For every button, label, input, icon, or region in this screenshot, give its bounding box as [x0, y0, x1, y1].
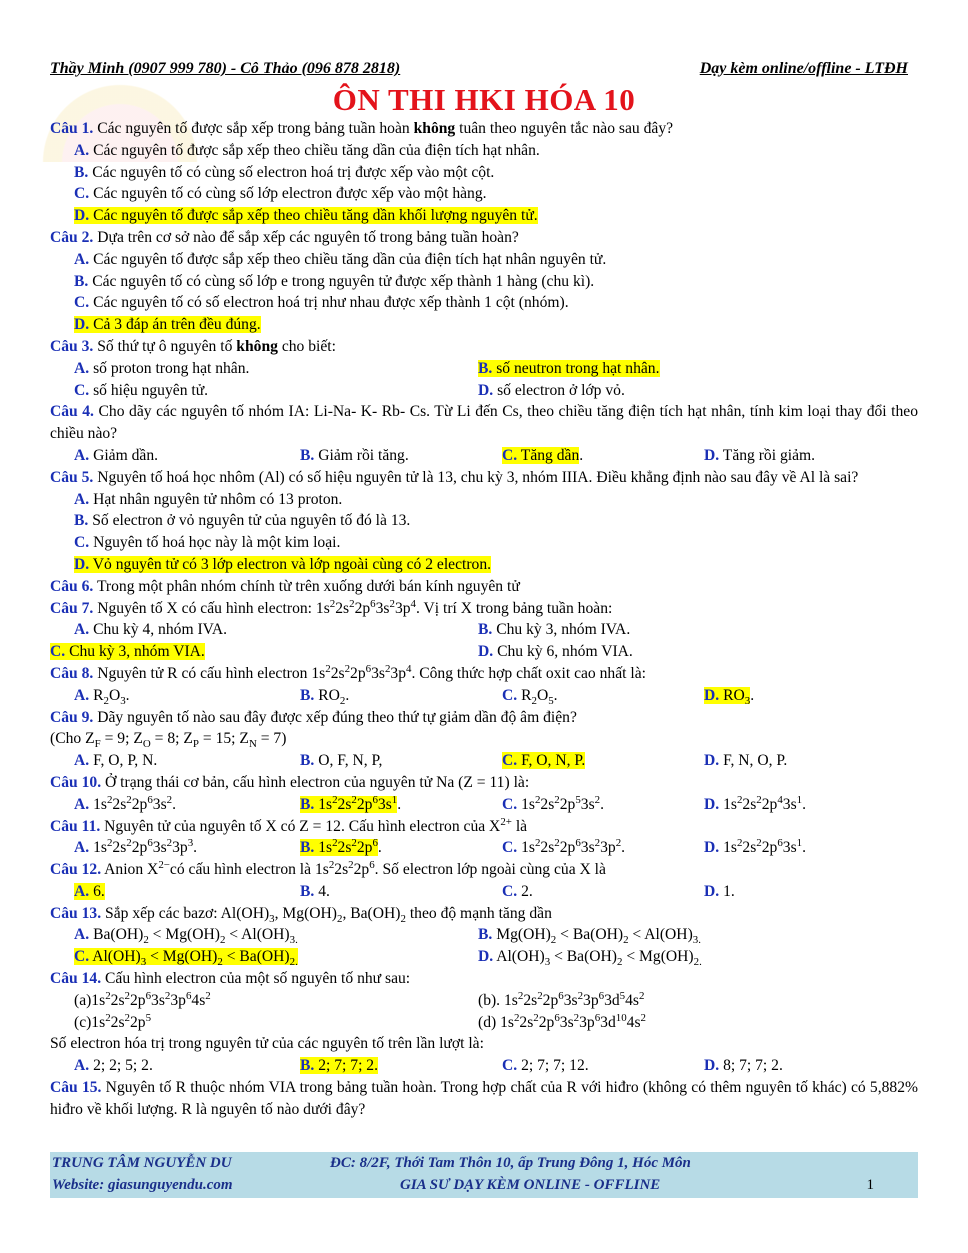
question-13: Câu 13. Sắp xếp các bazơ: $Al(OH)_3$, $Mg(OH)_2$, $Ba(OH)_2$ theo độ mạnh tăng dần — [50, 904, 552, 925]
option-d: D. 1. — [704, 882, 735, 900]
teacher-contacts: Thầy Minh (0907 999 780) - Cô Thảo (096 878 2818) — [50, 60, 401, 77]
option-b: B. Các nguyên tố có cùng số electron hoá trị được xếp vào một cột. — [74, 163, 495, 181]
option-d: D. $1s^22s^22p^63s^1$. — [704, 837, 806, 857]
question-3: Câu 3. Số thứ tự ô nguyên tố không cho biết: — [50, 337, 336, 355]
options-row — [50, 685, 918, 707]
center-name: TRUNG TÂM NGUYỄN DU — [52, 1155, 232, 1171]
option-b-answer: B. $1s^22s^22p^6$. — [300, 837, 382, 857]
option-c-answer: C. Chu kỳ 3, nhóm VIA. — [50, 643, 205, 661]
options-row — [50, 946, 918, 968]
option-c: C. $R_2O_5$. — [502, 686, 558, 707]
option-d-answer: D. Các nguyên tố được sắp xếp theo chiều tăng dần khối lượng nguyên tử. — [74, 207, 538, 225]
options-row — [50, 641, 918, 663]
question-8: Câu 8. Nguyên tử R có cấu hình electron $1s^22s^22p^63s^23p^4$. Công thức hợp chất oxit cao nhất là: — [50, 662, 646, 682]
option-a: A. Giảm dần. — [74, 446, 159, 464]
option-d: D. F, N, O, P. — [704, 752, 788, 770]
option-a: A. $R_2O_3$. — [74, 686, 130, 707]
option-a: A. $Ba(OH)_2 < Mg(OH)_2 < Al(OH)_{3.}$ — [74, 926, 298, 947]
options-row — [50, 881, 918, 903]
option-a-answer: A. 6. — [74, 882, 105, 900]
option-c: C. $1s^22s^22p^63s^23p^2$. — [502, 837, 626, 857]
tutoring-tagline: Dạy kèm online/offline - LTĐH — [699, 60, 908, 77]
option-a: A. F, O, P, N. — [74, 752, 158, 770]
options-row — [50, 445, 918, 467]
config-b: (b). $1s^22s^22p^63s^23p^63d^54s^2$ — [478, 989, 645, 1009]
question-11: Câu 11. Nguyên tử của nguyên tố X có Z = 12. Cấu hình electron của $X^{2+}$ là — [50, 815, 528, 835]
question-10: Câu 10. Ở trạng thái cơ bản, cấu hình electron của nguyên tử Na (Z = 11) là: — [50, 773, 530, 791]
option-d-answer: D. Cả 3 đáp án trên đều đúng. — [74, 316, 261, 334]
question-9-note: (Cho $Z_F = 9$; $Z_O = 8$; $Z_P = 15$; $Z_N = 7$) — [50, 730, 287, 751]
option-d-answer: D. Vỏ nguyên tử có 3 lớp electron và lớp ngoài cùng có 2 electron. — [74, 555, 492, 573]
option-b: B. Các nguyên tố có cùng số lớp e trong nguyên tử được xếp thành 1 hàng (chu kì). — [74, 272, 595, 290]
address: ĐC: 8/2F, Thới Tam Thôn 10, ấp Trung Đông 1, Hóc Môn — [330, 1155, 691, 1171]
question-5: Câu 5. Nguyên tố hoá học nhôm (Al) có số hiệu nguyên tử là 13, chu kỳ 3, nhóm IIIA. Điều khẳng định nào sau đây về Al là sai? — [50, 468, 859, 486]
question-12: Câu 12. Anion $X^{2-}có$ cấu hình electron là $1s^22s^22p^6$. Số electron lớp ngoài cùng của X là — [50, 858, 606, 879]
options-row — [50, 924, 918, 946]
page-header — [50, 60, 908, 78]
option-d: D. $Al(OH)_3 < Ba(OH)_2 < Mg(OH)_{2.}$ — [478, 948, 702, 969]
footer-tagline: GIA SƯ DẠY KÈM ONLINE - OFFLINE — [400, 1177, 661, 1193]
option-c: C. Các nguyên tố có số electron hoá trị như nhau được xếp thành 1 cột (nhóm). — [74, 294, 569, 312]
option-c-answer: C. F, O, N, P. — [502, 752, 586, 770]
option-b: B. 4. — [300, 882, 330, 900]
question-6: Câu 6. Trong một phân nhóm chính từ trên xuống dưới bán kính nguyên tử — [50, 577, 520, 595]
configs-row — [50, 990, 918, 1012]
option-c: C. Các nguyên tố có cùng số lớp electron được xếp vào một hàng. — [74, 185, 487, 203]
option-d: D. Tăng rồi giảm. — [704, 446, 816, 464]
option-b-answer: B. $1s^22s^22p^63s^1$. — [300, 793, 402, 813]
option-b: B. Giảm rồi tăng. — [300, 446, 409, 464]
question-14: Câu 14. Cấu hình electron của một số nguyên tố như sau: — [50, 970, 411, 988]
option-c-answer: C. $Al(OH)_3 < Mg(OH)_2 < Ba(OH)_{2.}$ — [74, 948, 298, 969]
option-a: A. Các nguyên tố được sắp xếp theo chiều tăng dần của điện tích hạt nhân. — [74, 141, 540, 159]
option-a: A. $1s^22s^22p^63s^23p^3$. — [74, 837, 198, 857]
option-c: C. 2. — [502, 882, 533, 900]
option-b: B. Chu kỳ 3, nhóm IVA. — [478, 621, 631, 639]
option-b: B. O, F, N, P, — [300, 752, 383, 770]
option-a: A. Các nguyên tố được sắp xếp theo chiều tăng dần của điện tích hạt nhân nguyên tử. — [74, 250, 607, 268]
page-number: 1 — [866, 1177, 874, 1193]
question-1: Câu 1. Các nguyên tố được sắp xếp trong bảng tuần hoàn không tuân theo nguyên tắc nào sau đây? — [50, 120, 674, 137]
question-15: Câu 15. Nguyên tố R thuộc nhóm VIA trong bảng tuần hoàn. Trong hợp chất của R với hiđro (không có thêm nguyên tố khác) có 5,882% hiđro về khối lượng. R là nguyên tố nào dưới đây? — [50, 1079, 918, 1118]
option-b: B. Số electron ở vỏ nguyên tử của nguyên tố đó là 13. — [74, 512, 411, 530]
config-c: $(c)1s^22s^22p^5$ — [74, 1011, 152, 1031]
config-a: $(a)1s^22s^22p^63s^23p^64s^2$ — [74, 989, 211, 1009]
question-list — [50, 118, 918, 1121]
question-4: Câu 4. Cho dãy các nguyên tố nhóm IA: Li-Na- K- Rb- Cs. Từ Li đến Cs, theo chiều tăng điện tích hạt nhân, tính kim loại thay đổi theo chiều nào? — [50, 403, 919, 443]
options-row — [50, 380, 918, 402]
option-c: C. Nguyên tố hoá học này là một kim loại. — [74, 534, 341, 552]
options-row — [50, 358, 918, 380]
option-d: D. $1s^22s^22p^43s^1$. — [704, 793, 806, 813]
option-c-answer: C. Tăng dần. — [502, 446, 584, 464]
question-7: Câu 7. Nguyên tố X có cấu hình electron: $1s^22s^22p^63s^23p^4$. Vị trí X trong bảng tuần hoàn: — [50, 597, 613, 617]
question-2: Câu 2. Dựa trên cơ sở nào để sắp xếp các nguyên tố trong bảng tuần hoàn? — [50, 228, 519, 246]
options-row — [50, 750, 918, 772]
option-d: D. số electron ở lớp vỏ. — [478, 381, 625, 399]
option-a: A. $1s^22s^22p^63s^2$. — [74, 793, 176, 813]
options-row — [50, 619, 918, 641]
question-14-prompt: Số electron hóa trị trong nguyên tử của các nguyên tố trên lần lượt là: — [50, 1035, 484, 1053]
option-c: C. số hiệu nguyên tử. — [74, 381, 209, 399]
question-9: Câu 9. Dãy nguyên tố nào sau đây được xếp đúng theo thứ tự giảm dần độ âm điện? — [50, 708, 577, 726]
option-b-answer: B. số neutron trong hạt nhân. — [478, 359, 660, 377]
options-row — [50, 794, 918, 816]
page-title: ÔN THI HKI HÓA 10 — [332, 82, 636, 117]
option-a: A. số proton trong hạt nhân. — [74, 359, 250, 377]
config-d: (d) $1s^22s^22p^63s^23p^63d^{10}4s^2$ — [478, 1011, 646, 1031]
option-b-answer: B. 2; 7; 7; 2. — [300, 1057, 378, 1075]
option-a: A. Chu kỳ 4, nhóm IVA. — [74, 621, 228, 639]
configs-row — [50, 1012, 918, 1034]
option-a: A. 2; 2; 5; 2. — [74, 1057, 153, 1075]
option-b: B. $RO_2$. — [300, 686, 350, 707]
option-d-answer: D. $RO_3$. — [704, 686, 755, 707]
website-link[interactable]: Website: giasunguyendu.com — [52, 1177, 233, 1193]
option-c: C. 2; 7; 7; 12. — [502, 1057, 589, 1075]
option-c: C. $1s^22s^22p^53s^2$. — [502, 793, 604, 813]
page-footer — [50, 1152, 918, 1198]
option-a: A. Hạt nhân nguyên tử nhôm có 13 proton. — [74, 490, 343, 508]
option-b: B. $Mg(OH)_2 < Ba(OH)_2 < Al(OH)_{3.}$ — [478, 926, 701, 947]
options-row — [50, 837, 918, 859]
option-d: D. 8; 7; 7; 2. — [704, 1057, 783, 1075]
option-d: D. Chu kỳ 6, nhóm VIA. — [478, 643, 633, 661]
options-row — [50, 1055, 918, 1077]
